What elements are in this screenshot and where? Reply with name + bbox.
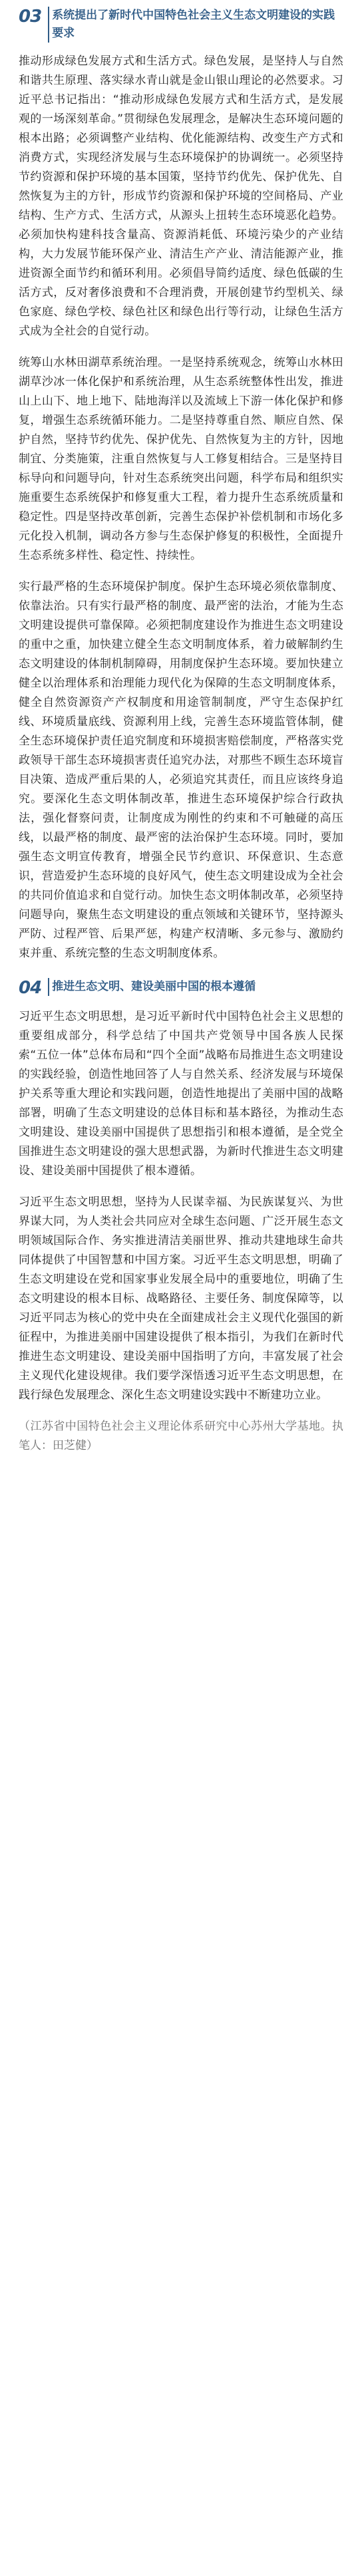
section-4-paragraph-1: 习近平生态文明思想，是习近平新时代中国特色社会主义思想的重要组成部分，科学总结了中国共产党领导中国各族人民探索“五位一体”总体布局和“四个全面”战略布局推进生态文明建设的实践经验，创造性地回答了人与自然关系、经济发展与环境保护关系等重大理论和实践问题，创造性地提出了美丽中国的战略部署，明确了生态文明建设的总体目标和基本路径，为推动生态文明建设、建设美丽中国提供了思想指引和根本遵循，是全党全国推进生态文明建设的强大思想武器，为新时代推进生态文明建设、建设美丽中国提供了根本遵循。 (19, 1010, 343, 1178)
section-4-paragraph-2: 习近平生态文明思想，坚持为人民谋幸福、为民族谋复兴、为世界谋大同，为人类社会共同应对全球生态问题、广泛开展生态文明领域国际合作、务实推进清洁美丽世界、推动共建地球生命共同体提供了中国智慧和中国方案。习近平生态文明思想，明确了生态文明建设在党和国家事业发展全局中的重要地位，明确了生态文明建设的根本目标、战略路径、主要任务、制度保障等，以习近平同志为核心的党中央在全面建成社会主义现代化强国的新征程中，为推进美丽中国建设提供了根本指引，为我们在新时代推进生态文明建设、建设美丽中国指明了方向，丰富发展了社会主义现代化建设规律。我们要学深悟透习近平生态文明思想，在践行绿色发展理念、深化生态文明建设实践中不断建功立业。 (19, 1196, 343, 1402)
section-3-title: 系统提出了新时代中国特色社会主义生态文明建设的实践要求 (48, 7, 343, 43)
section-4-header (19, 978, 343, 998)
section-4-title: 推进生态文明、建设美丽中国的根本遵循 (48, 978, 343, 996)
section-3-paragraph-1: 推动形成绿色发展方式和生活方式。绿色发展，是坚持人与自然和谐共生原理、落实绿水青山就是金山银山理论的必然要求。习近平总书记指出：“推动形成绿色发展方式和生活方式，是发展观的一场深刻革命。”贯彻绿色发展理念，是解决生态环境问题的根本出路；必须调整产业结构、优化能源结构、改变生产方式和消费方式，实现经济发展与生态环境保护的协调统一。必须坚持节约资源和保护环境的基本国策，坚持节约优先、保护优先、自然恢复为主的方针，形成节约资源和保护环境的空间格局、产业结构、生产方式、生活方式，从源头上扭转生态环境恶化趋势。必须加快构建科技含量高、资源消耗低、环境污染少的产业结构，大力发展节能环保产业、清洁生产产业、清洁能源产业，推进资源全面节约和循环利用。必须倡导简约适度、绿色低碳的生活方式，反对奢侈浪费和不合理消费，开展创建节约型机关、绿色家庭、绿色学校、绿色社区和绿色出行等行动，让绿色生活方式成为全社会的自觉行动。 (19, 55, 343, 338)
section-3-number: 03 (19, 7, 42, 27)
source-credit: （江苏省中国特色社会主义理论体系研究中心苏州大学基地。执笔人：田芝健） (19, 1420, 343, 1452)
section-4-number: 04 (19, 978, 42, 998)
section-3-paragraph-3: 实行最严格的生态环境保护制度。保护生态环境必须依靠制度、依靠法治。只有实行最严格的制度、最严密的法治，才能为生态文明建设提供可靠保障。必须把制度建设作为推进生态文明建设的重中之重，加快建立健全生态文明制度体系，着力破解制约生态文明建设的体制机制障碍，用制度保护生态环境。要加快建立健全以治理体系和治理能力现代化为保障的生态文明制度体系，健全自然资源资产产权制度和用途管制制度，严守生态保护红线、环境质量底线、资源利用上线，完善生态环境监管体制，健全生态环境保护责任追究制度和环境损害赔偿制度，严格落实党政领导干部生态环境损害责任追究办法，对那些不顾生态环境盲目决策、造成严重后果的人，必须追究其责任，而且应该终身追究。要深化生态文明体制改革，推进生态环境保护综合行政执法，强化督察问责，让制度成为刚性的约束和不可触碰的高压线，以最严格的制度、最严密的法治保护生态环境。同时，要加强生态文明宣传教育，增强全民节约意识、环保意识、生态意识，营造爱护生态环境的良好风气，使生态文明建设成为全社会的共同价值追求和自觉行动。加快生态文明体制改革，必须坚持问题导向，聚焦生态文明建设的重点领域和关键环节，坚持源头严防、过程严管、后果严惩，构建产权清晰、多元参与、激励约束并重、系统完整的生态文明制度体系。 (19, 580, 343, 960)
section-3-paragraph-2: 统筹山水林田湖草系统治理。一是坚持系统观念，统筹山水林田湖草沙冰一体化保护和系统治理，从生态系统整体性出发，推进山上山下、地上地下、陆地海洋以及流域上下游一体化保护和修复，增强生态系统循环能力。二是坚持尊重自然、顺应自然、保护自然，坚持节约优先、保护优先、自然恢复为主的方针，因地制宜、分类施策，注重自然恢复与人工修复相结合。三是坚持目标导向和问题导向，针对生态系统突出问题，科学布局和组织实施重要生态系统保护和修复重大工程，着力提升生态系统质量和稳定性。四是坚持改革创新，完善生态保护补偿机制和市场化多元化投入机制，调动各方参与生态保护修复的积极性，全面提升生态系统多样性、稳定性、持续性。 (19, 356, 343, 562)
section-3-header (19, 7, 343, 43)
